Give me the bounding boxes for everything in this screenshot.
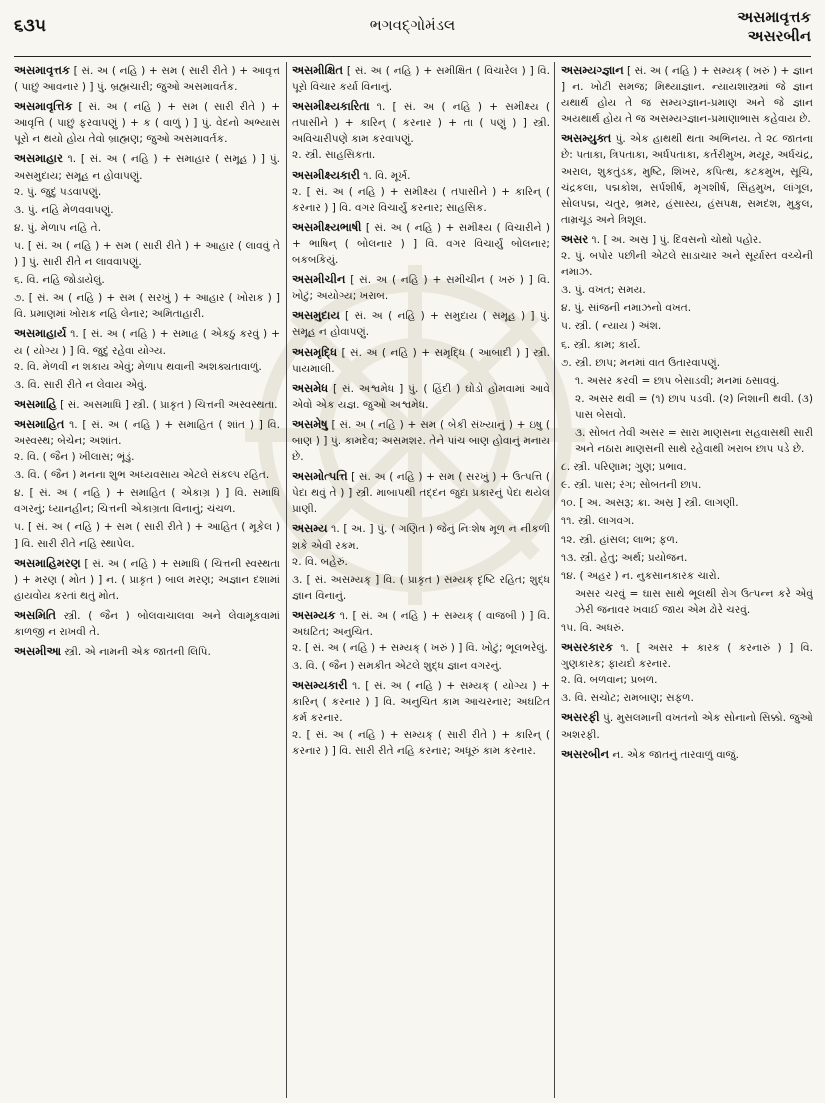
entry-first-line (14, 62, 280, 95)
entry-definition: ન. એક જાતનું તારવાળું વાજું. (609, 748, 739, 761)
entry-definition: ૧. [ સં. અ ( નહિ ) + સમ્યક્ ( યોગ્ય ) + કારિન્ ( કરનાર ) ] વિ. અનુચિત કામ આચરનાર; અઘટિત કર્મ કરનાર. (292, 680, 550, 725)
entry-definition: ૧. [ અ. ] પું. ( ગણિત ) જેનું નિઃશેષ મૂળ ન નીકળી શકે એવી રકમ. (292, 523, 550, 552)
entry-headword: અસર (561, 231, 589, 246)
entry-sense: ૨. સ્ત્રી. સાહસિકતા. (292, 149, 376, 162)
entry-sense: ૨. [ સં. અ ( નહિ ) + સમ્યક્ ( સારી રીતે ) + કારિન્ ( કરનાર ) ] વિ. સારી રીતે નહિ કરનાર; અધૂરું કામ કરનાર. (292, 728, 550, 757)
guide-word-last: અસરબીન (747, 27, 811, 45)
entry-headword: અસમીક્ષ્યકારિતા (292, 99, 370, 114)
entry-first-line (292, 271, 550, 304)
dictionary-entry (292, 167, 550, 216)
entry-headword: અસમાહાર (14, 151, 63, 166)
entry-sense: ૯. સ્ત્રી. પાસ; રંગ; સોબતની છાપ. (561, 479, 702, 492)
dictionary-entry (14, 643, 280, 660)
entry-first-line (292, 416, 550, 465)
entry-first-line (292, 520, 550, 553)
entry-sense: ૪. પું. મેળાપ નહિ તે. (14, 221, 102, 234)
entry-definition: [ સં. અ ( નહિ ) + સમૃદ્ધિ ( આબાદી ) ] સ્ત્રી. પાયમાલી. (292, 346, 550, 375)
dictionary-entry (292, 380, 550, 413)
entry-sense: ૬. સ્ત્રી. કામ; કાર્ય. (561, 338, 641, 351)
entry-headword: અસમિતિ (14, 607, 56, 622)
entry-sense: ૧૫. વિ. અધરું. (561, 622, 625, 634)
entry-definition: પું. એક હાથથી થતા અભિનય. તે ૨૮ જાતના છે: પતાકા, ત્રિપતાકા, અર્ધપતાકા, કર્તરીમુખ, મયૂર, અર્ધચંદ્ર, અરાલ, શુકતુંડક, મુષ્ટિ, શિખર, કપિત્થ, કટકમુખ, સૂચિ, ચંદ્રકલા, પદ્મકોશ, સર્પશીર્ષ, મૃગશીર્ષ, સિંહમુખ, લાંગૂલ, સોલપદ્મ, ચતુર, ભ્રમર, હંસાસ્ય, હંસપક્ષ, સમદંશ, મુકુલ, તામ્રચૂડ અને ત્રિશૂલ. (561, 133, 813, 226)
entry-idiom: ૧. અસર કરવી = છાપ બેસાડવી; મનમાં ઠસાવવું. (575, 374, 780, 387)
entry-first-line (14, 555, 280, 604)
entry-headword: અસમ્યકારી (292, 678, 348, 693)
entry-headword: અસમાવૃત્તક (14, 63, 70, 77)
dictionary-entry (561, 639, 813, 706)
dictionary-title: ભગવદ્ગોમંડલ (369, 16, 456, 34)
entry-definition: [ સં. અ ( નહિ ) + સમ ( સારી રીતે ) + આવૃત્તિ ( પાછું ફરવાપણું ) + ક ( વાળું ) ] પું. વેદનો અભ્યાસ પૂરો ન થયો હોય તેવો બ્રાહ્મણ; જુઓ અસમાવર્તક. (14, 101, 280, 146)
entry-definition: [ સં. અ ( નહિ ) + સમ ( સરખું ) + ઉત્પત્તિ ( પેદા થવું તે ) ] સ્ત્રી. માબાપથી તદ્દન જુદા પ્રકારનું પેદા થયેલ પ્રાણી. (292, 471, 550, 516)
entry-sense: ૧૨. સ્ત્રી. હાંસલ; લાભ; ફળ. (561, 533, 679, 546)
dictionary-entry (292, 607, 550, 674)
dictionary-entry (292, 677, 550, 758)
entry-sense: ૩. પું. વખત; સમય. (561, 284, 646, 297)
dictionary-entry (14, 416, 280, 552)
entry-first-line (561, 62, 813, 127)
entry-definition: [ સં. અ ( નહિ ) + સમુદાય ( સમૂહ ) ] પું. સમૂહ ન હોવાપણું. (292, 310, 550, 339)
entry-first-line (292, 380, 550, 413)
entry-headword: અસમાહાર્ય (14, 326, 67, 341)
entry-headword: અસમૃદ્ધિ (292, 344, 338, 359)
entry-sense: ૨. [ સં. અ ( નહિ ) + સમ્યક્ ( ખરું ) ] વિ. ખોટું; ભૂલભરેલું. (292, 642, 548, 655)
entry-sense: ૫. [ સં. અ ( નહિ ) + સમ ( સારી રીતે ) + આહિત ( મૂકેલ ) ] વિ. સારી રીતે નહિ સ્થાપેલ. (14, 521, 280, 550)
entry-definition: [ સં. અ ( નહિ ) + સમ ( બેકી સંખ્યાનું ) + ઇષુ ( બાણ ) ] પું. કામદેવ; અસમશર. તેને પાંચ બાણ હોવાનું મનાય છે. (292, 418, 550, 464)
entry-sense: ૪. પું. સાંજની નમાઝનો વખત. (561, 302, 692, 315)
entry-headword: અસમ્ય (292, 521, 328, 536)
entry-first-line (292, 468, 550, 517)
entry-definition: ૧. [ સં. અ ( નહિ ) + સમ્યક્ ( વાજબી ) ] વિ. અઘટિત; અનુચિત. (292, 609, 550, 638)
dictionary-entry (14, 150, 280, 322)
entry-sense: ૨. વિ. ( જૈન ) ખીલાસ; ભૂંડું. (14, 451, 135, 464)
dictionary-entry (292, 307, 550, 340)
entry-headword: અસમાહિ (14, 396, 57, 411)
dictionary-entry (561, 62, 813, 127)
entry-sense: ૨. પું. જુદું પડવાપણું. (14, 185, 102, 198)
dictionary-entry (292, 98, 550, 163)
entry-headword: અસમીક્ષ્યભાષી (292, 219, 362, 234)
entry-headword: અસમ્યક (292, 607, 336, 622)
dictionary-entry (561, 746, 813, 763)
entry-sense: ૧૧. સ્ત્રી. લાગવગ. (561, 515, 635, 528)
entry-definition: [ સં. અ ( નહિ ) + સમ ( સારી રીતે ) + આવૃત્ત ( પાછું આવનાર ) ] પું. બ્રહ્મચારી; જુઓ અસમાવર્તક. (14, 65, 280, 94)
dictionary-entry (292, 219, 550, 268)
dictionary-entry (14, 62, 280, 95)
entry-first-line (292, 607, 550, 640)
entry-definition: [ સં. અશ્વમેધ ] પું. ( હિંદી ) ઘોડો હોમવામાં આવે એવો એક યજ્ઞ. જુઓ અશ્વમેધ. (292, 382, 550, 411)
entry-first-line (561, 746, 813, 763)
entry-headword: અસરબીન (561, 746, 610, 761)
entry-headword: અસમ્યગ્જ્ઞાન (561, 63, 624, 77)
entry-sense: ૭. સ્ત્રી. છાપ; મનમાં વાત ઉતારવાપણું. (561, 356, 721, 369)
entry-sense: ૩. વિ. સચોટ; રામબાણ; સફળ. (561, 692, 694, 705)
entry-first-line (14, 396, 280, 413)
dictionary-entry (14, 555, 280, 604)
entry-first-line (292, 167, 550, 184)
entry-idiom: ૩. સોબત તેવી અસર = સારા માણસના સહવાસથી સારી અને નઠારા માણસની સાથે રહેવાથી ખરાબ છાપ પડે છે. (575, 426, 813, 456)
entry-headword: અસમીચીન (292, 272, 346, 287)
dictionary-entry (561, 709, 813, 742)
entry-headword: અસમાવૃત્તિક (14, 99, 73, 114)
entry-headword: અસમાહિત (14, 416, 65, 431)
entry-definition: [ સં. અસમાધિ ] સ્ત્રી. ( પ્રાકૃત ) ચિત્તની અસ્વસ્થતા. (56, 398, 278, 411)
dictionary-columns (14, 62, 812, 1098)
entry-idiom: ૨. અસર થવી = (૧) છાપ પડવી. (૨) નિશાની થવી. (૩) પાસ બેસવો. (575, 392, 813, 421)
entry-sense: ૨. વિ. બળવાન; પ્રબળ. (561, 674, 658, 687)
entry-idiom: અસર ચરવું = ઘાસ સાથે ભૂલથી રોગ ઉત્પન્ન કરે એવું ઝેરી જનાવર ખવાઈ જાય એમ ઢોરે ચરવું. (575, 587, 813, 616)
entry-definition: ૧. [ સં. અ ( નહિ ) + સમાહાર ( સમૂહ ) ] પું. અસમુદાય; સમૂહ ન હોવાપણું. (14, 153, 280, 182)
entry-first-line (14, 150, 280, 183)
entry-definition: પું. મુસલમાની વખતનો એક સોનાનો સિક્કો. જુઓ અશરફી. (561, 712, 813, 741)
entry-sense: ૫. [ સં. અ ( નહિ ) + સમ ( સારી રીતે ) + આહાર ( લાવવું તે ) ] પું. સારી રીતે ન લાવવાપણું. (14, 239, 280, 269)
dictionary-entry (14, 396, 280, 413)
entry-definition: ૧. [ સં. અ ( નહિ ) + સમાહૃ ( એકઠું કરવું ) + ય ( યોગ્ય ) ] વિ. જુદું રહેવા યોગ્ય. (14, 328, 280, 357)
entry-definition: સ્ત્રી. એ નામની એક જાતની લિપિ. (61, 646, 211, 659)
entry-first-line (14, 98, 280, 147)
entry-definition: [ સં. અ ( નહિ ) + સમ્યક્ ( ખરું ) + જ્ઞાન ] ન. ખોટી સમજ; મિથ્યાજ્ઞાન. ન્યાયશાસ્ત્રમાં જે જ્ઞાન યથાર્થ હોય તે જ સમ્યગ્જ્ઞાન-પ્રમાણ અને જે જ્ઞાન અયથાર્થ હોય તે જ અસમ્યગ્જ્ઞાન-પ્રમાણાભાસ કહેવાય છે. (561, 65, 813, 126)
dictionary-entry (14, 325, 280, 392)
entry-sense: ૨. વિ. બહેરું. (292, 555, 348, 568)
dictionary-entry (292, 520, 550, 603)
entry-sense: ૩. [ સં. અસમ્યક્ ] વિ. ( પ્રાકૃત ) સમ્યક્ દૃષ્ટિ રહિત; શુદ્ધ જ્ઞાન વિનાનું. (292, 573, 550, 602)
dictionary-entry (292, 416, 550, 465)
dictionary-entry (14, 98, 280, 147)
entry-definition: સ્ત્રી. ( જૈન ) બોલવાચાલવા અને લેવામૂકવામાં કાળજી ન રાખવી તે. (14, 609, 280, 638)
entry-first-line (292, 344, 550, 377)
entry-first-line (14, 643, 280, 660)
entry-headword: અસમ્યુક્ત (561, 131, 612, 146)
entry-headword: અસમીઆ (14, 644, 62, 659)
entry-first-line (292, 307, 550, 340)
column-3 (554, 62, 813, 1098)
guide-words (737, 8, 811, 46)
entry-definition: [ સં. અ ( નહિ ) + સમીક્ષ્ય ( વિચારીને ) + ભાષિન્ ( બોલનાર ) ] વિ. વગર વિચાર્યું બોલનાર; બકબકિયું. (292, 221, 550, 267)
page-number: ૬૩૫ (14, 16, 47, 36)
entry-headword: અસરકારક (561, 640, 613, 655)
entry-headword: અસમેષુ (292, 416, 328, 431)
entry-sense: ૮. સ્ત્રી. પરિણામ; ગુણ; પ્રભાવ. (561, 461, 687, 474)
entry-first-line (561, 709, 813, 742)
entry-definition: ૧. [ અસર + કારક ( કરનારું ) ] વિ. ગુણકારક; ફાયદો કરનાર. (561, 642, 813, 671)
entry-first-line (14, 325, 280, 358)
entry-definition: ૧. વિ. મૂર્ખ. (359, 169, 411, 182)
entry-first-line (292, 98, 550, 147)
entry-headword: અસમીક્ષિત (292, 63, 343, 77)
entry-first-line (561, 231, 813, 248)
entry-sense: ૨. પું. બપોર પછીની એટલે સાડાચાર અને સૂર્યાસ્ત વચ્ચેની નમાઝ. (561, 250, 813, 279)
entry-headword: અસમોત્પત્તિ (292, 469, 348, 484)
dictionary-entry (561, 231, 813, 636)
dictionary-entry (292, 468, 550, 517)
page-header (14, 6, 811, 57)
entry-first-line (292, 219, 550, 268)
entry-sense: ૨. વિ. મેળવી ન શકાય એવું; મેળાપ થવાની અશક્યતાવાળું. (14, 360, 262, 373)
entry-sense: ૭. [ સં. અ ( નહિ ) + સમ ( સરખું ) + આહાર ( ખોરાક ) ] વિ. પ્રમાણમાં ખોરાક નહિ લેનાર; અમિતાહારી. (14, 292, 280, 321)
entry-definition: ૧. [ સં. અ ( નહિ ) + સમીક્ષ્ય ( તપાસીને ) + કારિન્ ( કરનાર ) + તા ( પણું ) ] સ્ત્રી. અવિચારીપણે કામ કરવાપણું. (292, 101, 550, 146)
entry-sense: ૧૪. ( અહર ) ન. નુકસાનકારક ચારો. (561, 569, 721, 582)
dictionary-entry (14, 607, 280, 640)
entry-definition: [ સં. અ ( નહિ ) + સમીક્ષિત ( વિચારેલ ) ] વિ. પૂરો વિચાર કર્યા વિનાનું. (292, 65, 550, 94)
column-1 (14, 62, 285, 1098)
entry-first-line (561, 130, 813, 228)
dictionary-entry (292, 344, 550, 377)
entry-sense: ૩. પું. નહિ મેળવવાપણું. (14, 203, 114, 216)
entry-sense: ૨. [ સં. અ ( નહિ ) + સમીક્ષ્ય ( તપાસીને ) + કારિન્ ( કરનાર ) ] વિ. વગર વિચાર્યું કરનાર; સાહસિક. (292, 185, 550, 214)
entry-sense: ૩. વિ. ( જૈન ) સમકીત એટલે શુદ્ધ જ્ઞાન વગરનું. (292, 660, 502, 673)
entry-sense: ૧૦. [ અ. અસરૂ; ક્રા. અસ્ર ] સ્ત્રી. લાગણી. (561, 497, 739, 510)
entry-sense: ૪. [ સં. અ ( નહિ ) + સમાહિત ( એકાગ્ર ) ] વિ. સમાધિ વગરનું; ધ્યાનહીન; ચિત્તની એકાગ્રતા વિનાનું; ચંચળ. (14, 487, 280, 516)
entry-definition: [ સં. અ ( નહિ ) + સમીચીન ( ખરું ) ] વિ. ખોટું; અયોગ્ય; ખરાબ. (292, 274, 550, 303)
entry-first-line (292, 62, 550, 95)
entry-headword: અસરફી (561, 710, 600, 725)
column-2 (286, 62, 555, 1098)
entry-headword: અસમેધ (292, 380, 329, 395)
entry-sense: ૩. વિ. ( જૈન ) મનના શુભ અધ્યવસાય એટલે સંકલ્પ રહિત. (14, 469, 270, 482)
dictionary-entry (292, 271, 550, 304)
entry-headword: અસમાહિમરણ (14, 555, 81, 570)
entry-first-line (14, 607, 280, 640)
entry-sense: ૫. સ્ત્રી. ( ન્યાય ) અંશ. (561, 320, 662, 333)
entry-sense: ૬. વિ. નહિ જોડાયેલું. (14, 274, 105, 287)
entry-definition: ૧. [ સં. અ ( નહિ ) + સમાહિત ( શાંત ) ] વિ. અસ્વસ્થ; બેચેન; અશાંત. (14, 418, 280, 447)
guide-word-first: અસમાવૃત્તક (737, 8, 811, 26)
entry-headword: અસમીક્ષ્યકારી (292, 167, 360, 182)
entry-sense: ૧૩. સ્ત્રી. હેતુ; અર્થ; પ્રયોજન. (561, 551, 688, 564)
entry-headword: અસમુદાય (292, 308, 340, 323)
entry-first-line (14, 416, 280, 449)
entry-first-line (561, 639, 813, 672)
entry-definition: ૧. [ અ. અસ્ર ] પું. દિવસનો ચોથો પહોર. (588, 233, 762, 246)
dictionary-entry (561, 130, 813, 228)
entry-first-line (292, 677, 550, 726)
entry-sense: ૩. વિ. સારી રીતે ન લેવાય એવું. (14, 378, 148, 391)
dictionary-entry (292, 62, 550, 95)
entry-definition: [ સં. અ ( નહિ ) + સમાધિ ( ચિત્તની સ્વસ્થતા ) + મરણ ( મોત ) ] ન. ( પ્રાકૃત ) બાલ મરણ; અજ્ઞાન દશામાં હાયવોય કરતાં થતું મોત. (14, 557, 280, 602)
